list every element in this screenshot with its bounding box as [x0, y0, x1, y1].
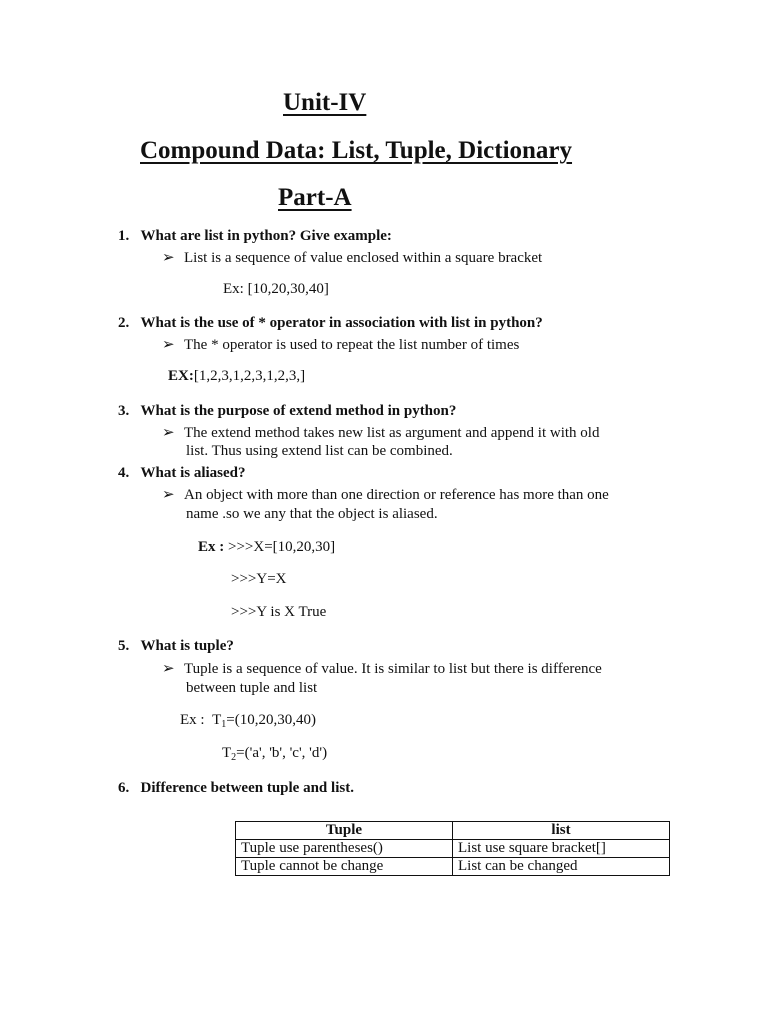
tuple-t1-value: =(10,20,30,40): [226, 712, 316, 728]
table-cell: Tuple use parentheses(): [236, 840, 453, 858]
arrow-bullet-icon: ➢: [162, 250, 175, 266]
example-value: [1,2,3,1,2,3,1,2,3,]: [193, 368, 306, 384]
question-4: [118, 465, 246, 482]
table-cell: Tuple cannot be change: [236, 858, 453, 876]
question-text: What are list in python? Give example:: [140, 228, 392, 244]
column-header-list: list: [453, 822, 670, 840]
example-1: Ex: [10,20,30,40]: [223, 281, 329, 297]
question-number: 6.: [118, 780, 130, 796]
table-cell: List use square bracket[]: [453, 840, 670, 858]
table-cell: List can be changed: [453, 858, 670, 876]
question-2: [118, 315, 543, 332]
column-header-tuple: Tuple: [236, 822, 453, 840]
table-row: [236, 840, 670, 858]
question-number: 1.: [118, 228, 130, 244]
question-1: [118, 228, 392, 245]
answer-text: List is a sequence of value enclosed within a square bracket: [184, 250, 543, 266]
example-4-line3: >>>Y is X True: [231, 604, 327, 620]
answer-2: [162, 335, 519, 354]
tuple-t1-name: T: [212, 712, 222, 728]
answer-text: Tuple is a sequence of value. It is similar to list but there is difference: [184, 661, 602, 677]
answer-4-continued: name .so we any that the object is aliased.: [186, 506, 438, 522]
document-title: Compound Data: List, Tuple, Dictionary: [140, 137, 573, 164]
answer-3: [162, 423, 599, 442]
table-row: [236, 858, 670, 876]
question-text: What is aliased?: [140, 465, 246, 481]
arrow-bullet-icon: ➢: [162, 337, 175, 353]
example-2: [168, 368, 305, 385]
tuple-t1-subscript: 1: [221, 719, 227, 730]
example-5: [180, 712, 316, 729]
answer-4: [162, 485, 609, 504]
question-text: What is the purpose of extend method in python?: [140, 403, 457, 419]
arrow-bullet-icon: ➢: [162, 661, 175, 677]
question-number: 4.: [118, 465, 130, 481]
question-6: [118, 780, 354, 797]
answer-5-continued: between tuple and list: [186, 680, 318, 696]
example-value: >>>X=[10,20,30]: [228, 539, 336, 555]
answer-text: The extend method takes new list as argument and append it with old: [184, 425, 600, 441]
tuple-t2-subscript: 2: [231, 752, 237, 763]
example-label: Ex :: [180, 712, 205, 728]
question-text: What is the use of * operator in association with list in python?: [140, 315, 543, 331]
arrow-bullet-icon: ➢: [162, 425, 175, 441]
unit-heading: Unit-IV: [283, 89, 367, 116]
part-heading: Part-A: [278, 184, 352, 211]
question-text: What is tuple?: [140, 638, 234, 654]
question-3: [118, 403, 456, 420]
arrow-bullet-icon: ➢: [162, 487, 175, 503]
answer-text: An object with more than one direction or reference has more than one: [184, 487, 609, 503]
answer-1: [162, 248, 542, 267]
question-text: Difference between tuple and list.: [140, 780, 354, 796]
tuple-t2-name: T: [222, 745, 232, 761]
tuple-t2: [222, 745, 327, 762]
example-4: [198, 539, 335, 556]
question-number: 2.: [118, 315, 130, 331]
answer-3-continued: list. Thus using extend list can be combined.: [186, 443, 453, 459]
example-label: Ex :: [198, 539, 225, 555]
question-5: [118, 638, 234, 655]
tuple-t2-value: =('a', 'b', 'c', 'd'): [236, 745, 328, 761]
example-label: EX:: [168, 368, 194, 384]
tuple-t1: [212, 712, 316, 728]
answer-text: The * operator is used to repeat the list number of times: [184, 337, 520, 353]
question-number: 5.: [118, 638, 130, 654]
example-4-line2: >>>Y=X: [231, 571, 287, 587]
answer-5: [162, 659, 602, 678]
question-number: 3.: [118, 403, 130, 419]
tuple-list-comparison-table: [235, 821, 670, 876]
table-header-row: [236, 822, 670, 840]
